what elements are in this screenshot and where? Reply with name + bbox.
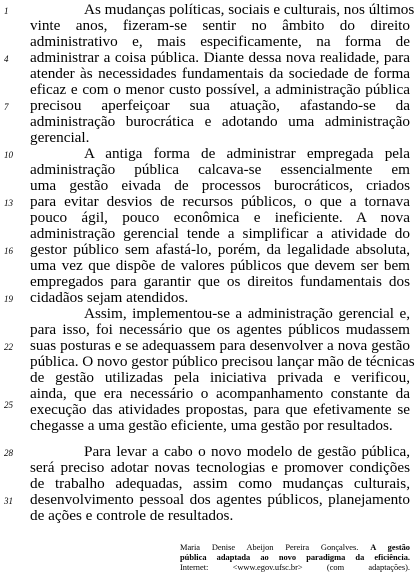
text-line: de gestão utilizadas pela iniciativa privada e verificou, <box>30 369 410 386</box>
text-line: será preciso adotar novas tecnologias e promover condições <box>30 459 410 476</box>
text-line: administração pública calcava-se essencialmente em <box>30 161 410 178</box>
line-number: 4 <box>4 54 9 64</box>
text-line: administração burocrática e adotando uma administração <box>30 113 410 130</box>
text-line: ainda, que era necessário o acompanhamento constante da <box>30 385 410 402</box>
source-internet-line <box>180 563 410 573</box>
line-number: 22 <box>4 342 13 352</box>
text-line: uma gestão eivada de processos burocráticos, criados <box>30 177 410 194</box>
text-line: precisou aperfeiçoar sua atuação, afastando-se da <box>30 97 410 114</box>
text-line: gerencial. <box>30 129 90 146</box>
text-line: de trabalho adequadas, assim como mudanças culturais, <box>30 475 410 492</box>
line-number: 13 <box>4 198 13 208</box>
line-number: 1 <box>4 6 9 16</box>
text-line: para isso, foi necessário que os agentes públicos mudassem <box>30 321 410 338</box>
text-line: administrativo e, mais especificamente, na forma de <box>30 33 410 50</box>
source-internet-label: Internet: <box>180 563 209 572</box>
line-number: 25 <box>4 400 13 410</box>
text-line: empregados para garantir que os direitos fundamentais dos <box>30 273 410 290</box>
source-note: (com adaptações). <box>326 563 410 572</box>
text-line: atender às necessidades fundamentais da sociedade de forma <box>30 65 410 82</box>
text-line: pública. O novo gestor público precisou lançar mão de técnicas <box>30 353 415 370</box>
text-line: A antiga forma de administrar empregada pela <box>84 145 410 162</box>
text-line: execução das atividades propostas, para que efetivamente se <box>30 401 410 418</box>
text-line: de ações e controle de resultados. <box>30 507 234 524</box>
text-line: administração gerencial tende a simplificar a atividade do <box>30 225 410 242</box>
line-number: 31 <box>4 496 13 506</box>
source-url: <www.egov.ufsc.br> <box>232 563 303 572</box>
source-title: A gestão <box>370 543 410 552</box>
line-number: 19 <box>4 294 13 304</box>
line-number: 7 <box>4 102 9 112</box>
text-line: pouco ágil, pouco econômica e ineficiente. A nova <box>30 209 410 226</box>
source-author: Maria Denise Abeijon Pereira Gonçalves. <box>180 543 359 552</box>
text-line: desenvolvimento pessoal dos agentes públicos, planejamento <box>30 491 410 508</box>
text-line: suas posturas e se adequassem para desenvolver a nova gestão <box>30 337 410 354</box>
text-line: gestor público sem afastá-lo, porém, da legalidade absoluta, <box>30 241 410 258</box>
line-number: 10 <box>4 150 13 160</box>
source-citation-line <box>180 543 410 553</box>
text-line: administrar a coisa pública. Diante dessa nova realidade, para <box>30 49 410 66</box>
line-number: 16 <box>4 246 13 256</box>
text-line: para evitar desvios de recursos públicos, o que a tornava <box>30 193 410 210</box>
line-number: 28 <box>4 448 13 458</box>
text-line: vinte anos, fizeram-se sentir no âmbito do direito <box>30 17 410 34</box>
text-line: eficaz e com o menor custo possível, a administração pública <box>30 81 410 98</box>
text-line: cidadãos sejam atendidos. <box>30 289 189 306</box>
source-title-line: pública adaptada ao novo paradigma da eficiência. <box>180 553 410 562</box>
text-line: uma vez que dispõe de valores públicos que devem ser bem <box>30 257 410 274</box>
text-line: chegasse a uma gestão eficiente, uma gestão por resultados. <box>30 417 393 434</box>
text-line: As mudanças políticas, sociais e culturais, nos últimos <box>84 1 415 18</box>
text-line: Para levar a cabo o novo modelo de gestão pública, <box>84 443 410 460</box>
text-line: Assim, implementou-se a administração gerencial e, <box>84 305 410 322</box>
